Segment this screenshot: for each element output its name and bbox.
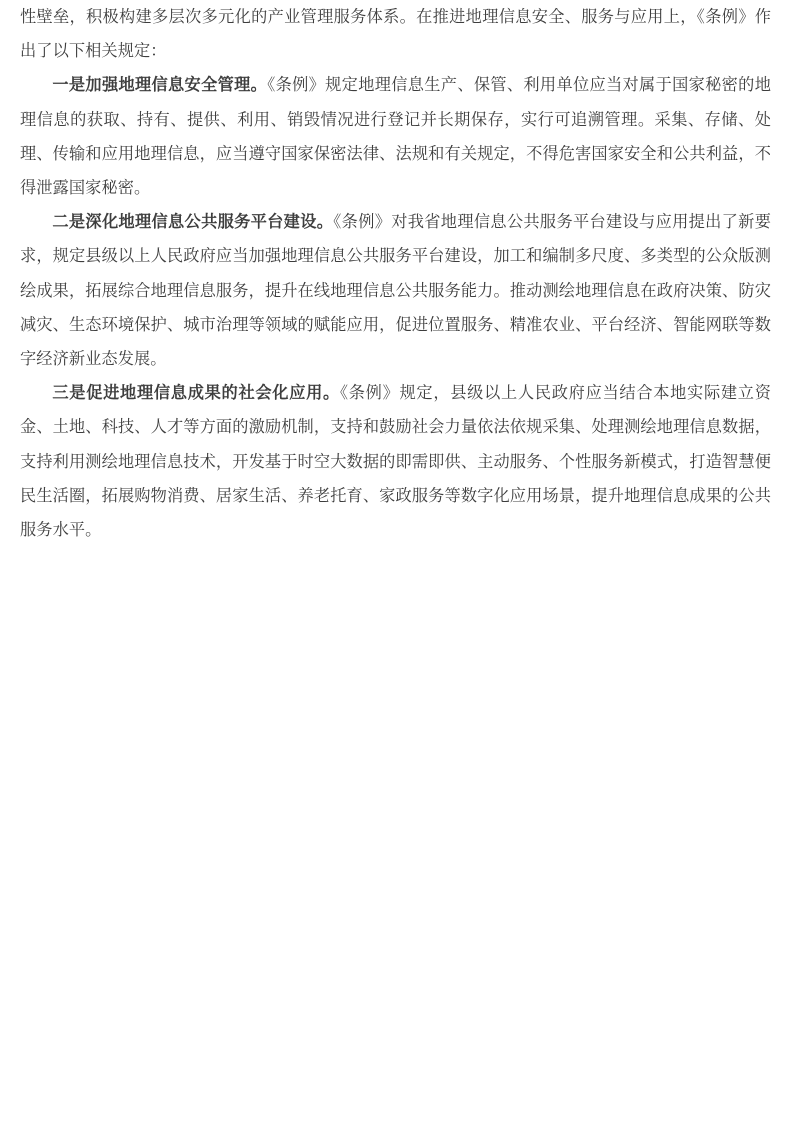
paragraph-text: 《条例》规定地理信息生产、保管、利用单位应当对属于国家秘密的地理信息的获取、持有、提供、利用、销毁情况进行登记并长期保存，实行可追溯管理。采集、存储、处理、传输和应用地理信息，应当遵守国家保密法律、法规和有关规定，不得危害国家安全和公共利益，不得泄露国家秘密。 (20, 76, 771, 198)
paragraph-text: 《条例》对我省地理信息公共服务平台建设与应用提出了新要求，规定县级以上人民政府应当加强地理信息公共服务平台建设，加工和编制多尺度、多类型的公众版测绘成果，拓展综合地理信息服务，提升在线地理信息公共服务能力。推动测绘地理信息在政府决策、防灾减灾、生态环境保护、城市治理等领域的赋能应用，促进位置服务、精准农业、平台经济、智能网联等数字经济新业态发展。 (20, 213, 771, 369)
paragraph-text: 性壁垒，积极构建多层次多元化的产业管理服务体系。在推进地理信息安全、服务与应用上，《条例》作出了以下相关规定： (20, 8, 771, 61)
paragraph-lead: 一是加强地理信息安全管理。 (52, 76, 268, 95)
paragraph-point-three (20, 376, 771, 547)
paragraph-point-two (20, 205, 771, 376)
paragraph-lead: 二是深化地理信息公共服务平台建设。 (52, 213, 334, 232)
paragraph-lead: 三是促进地理信息成果的社会化应用。 (52, 384, 340, 403)
paragraph-point-one (20, 68, 771, 205)
document-body (20, 0, 771, 547)
paragraph-text: 《条例》规定，县级以上人民政府应当结合本地实际建立资金、土地、科技、人才等方面的激励机制，支持和鼓励社会力量依法依规采集、处理测绘地理信息数据，支持利用测绘地理信息技术，开发基于时空大数据的即需即供、主动服务、个性服务新模式，打造智慧便民生活圈，拓展购物消费、居家生活、养老托育、家政服务等数字化应用场景，提升地理信息成果的公共服务水平。 (20, 384, 772, 540)
paragraph-continued (20, 0, 771, 68)
